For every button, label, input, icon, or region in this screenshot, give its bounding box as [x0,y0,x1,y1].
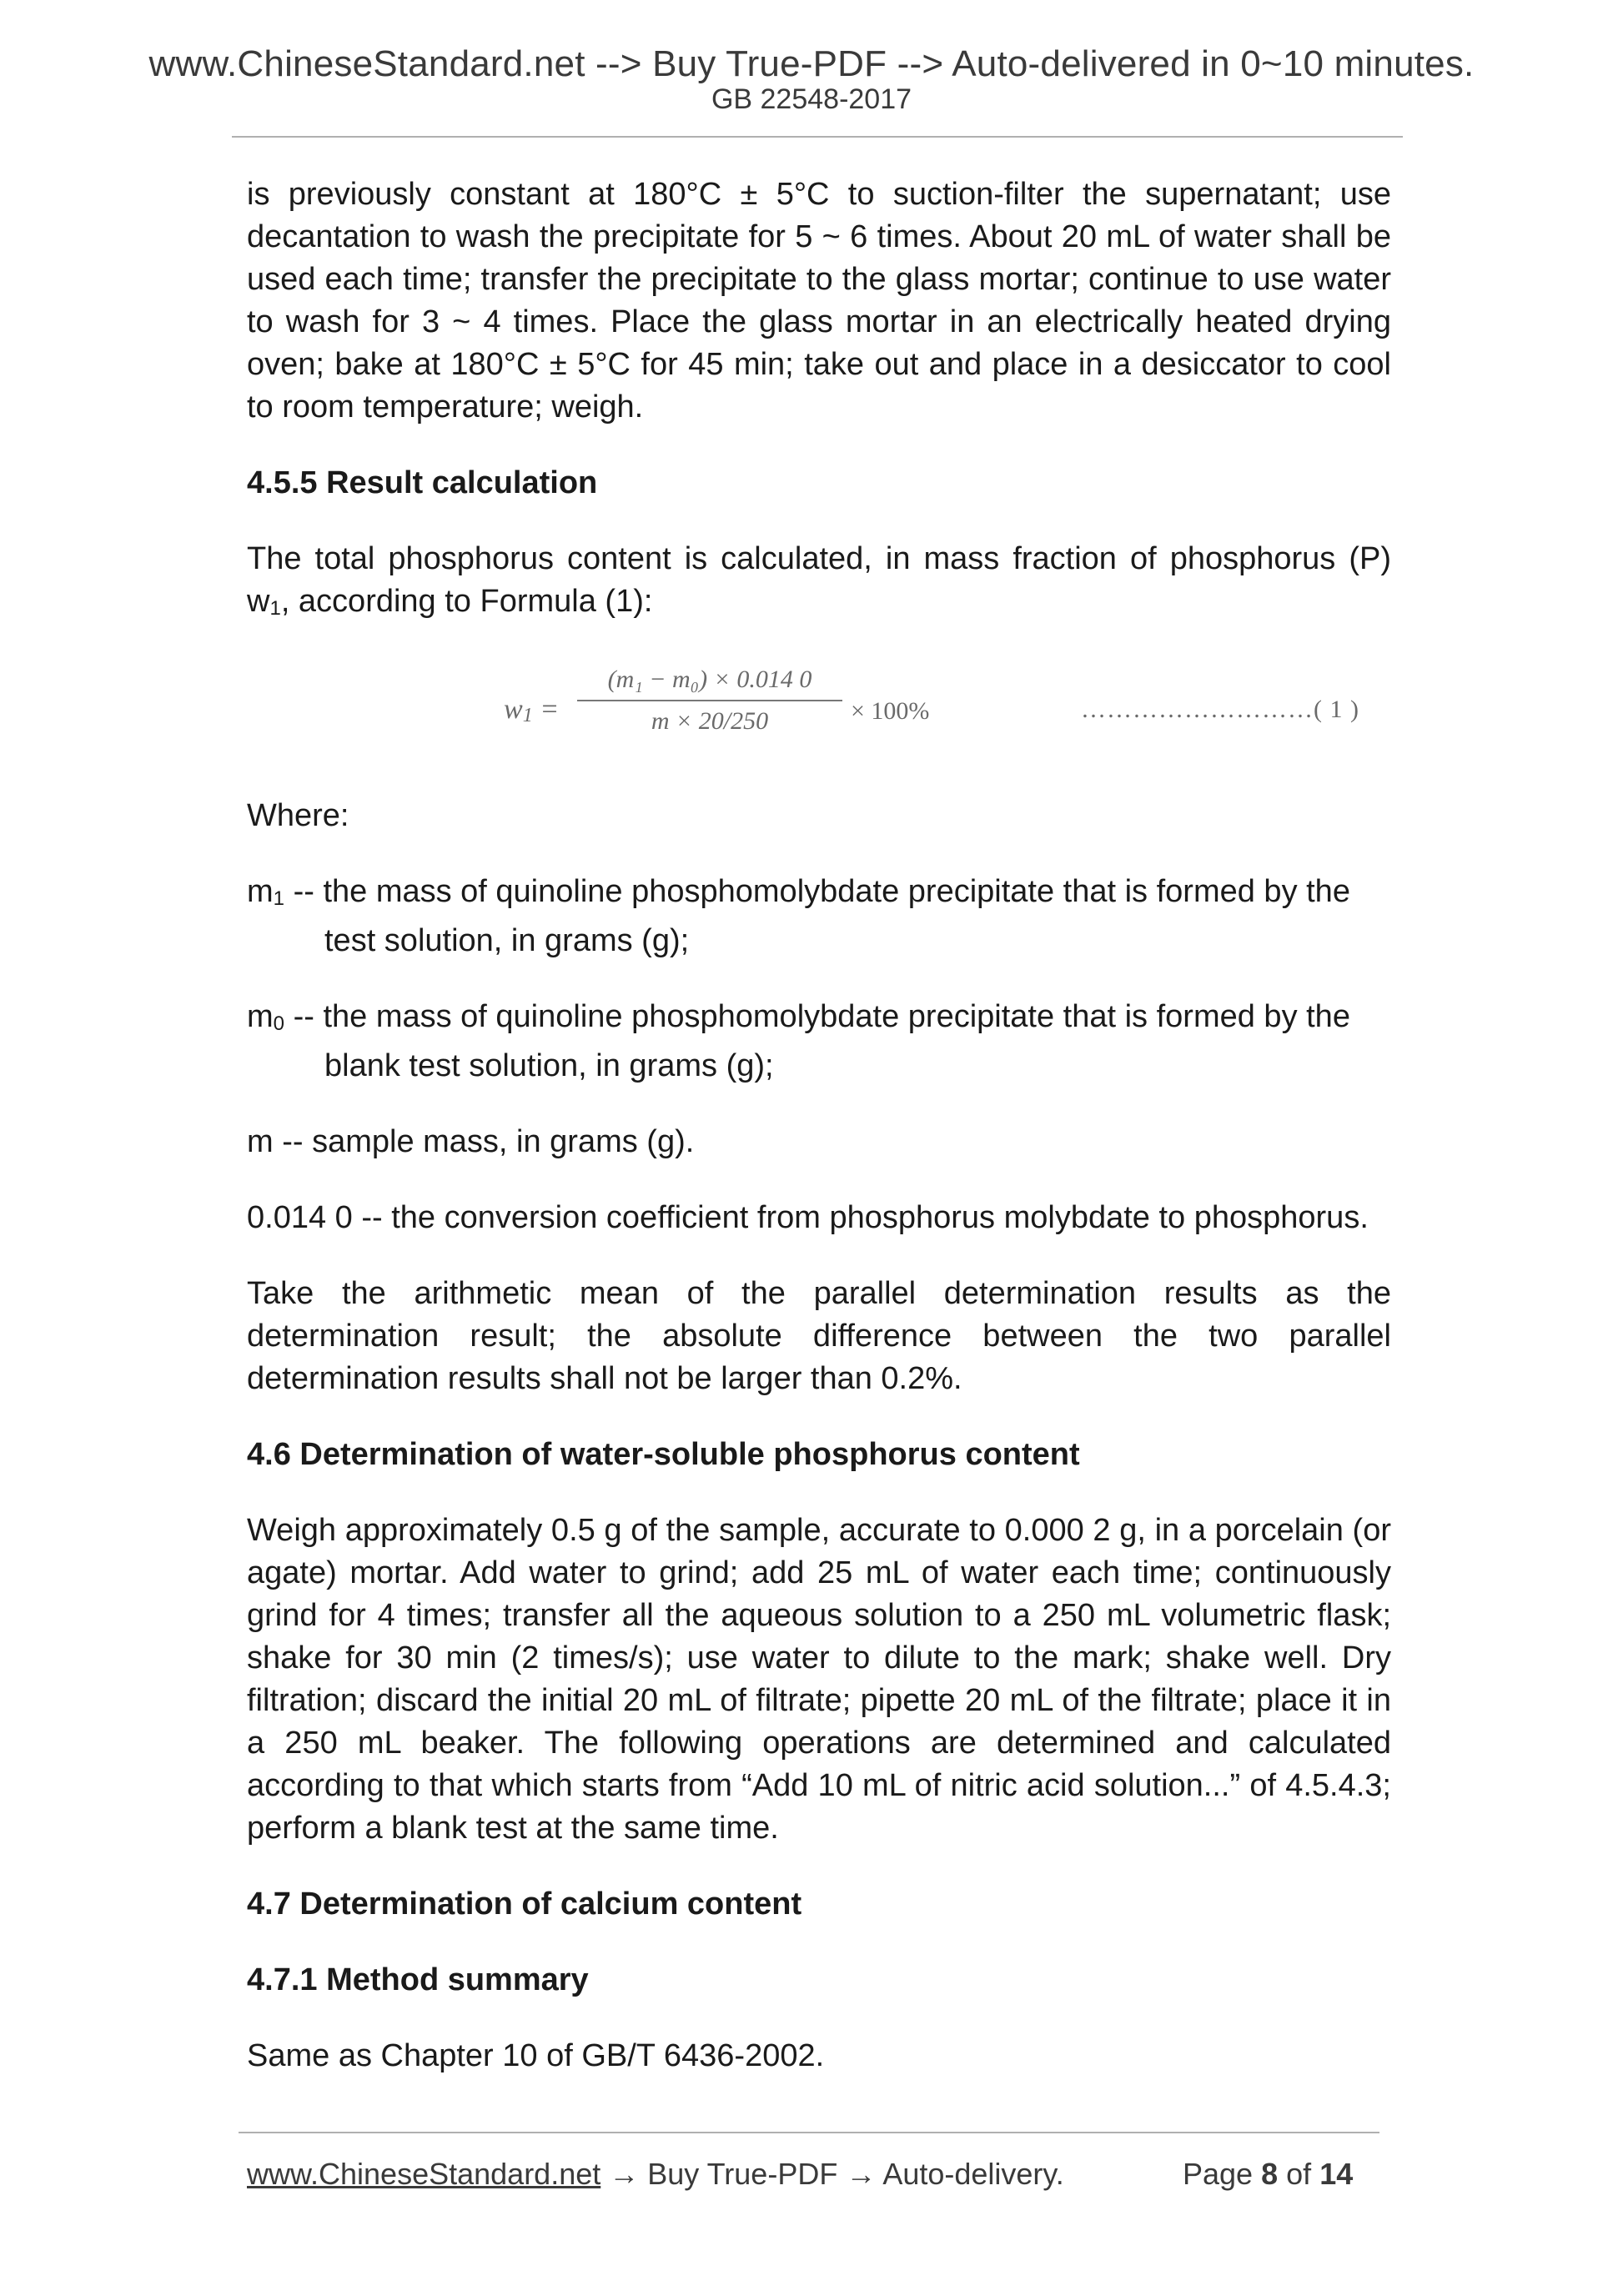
formula-fraction [577,663,842,738]
where-label: Where: [247,798,349,833]
calc-text-before: The total phosphorus content is calculated, in mass fraction of phosphorus (P) w [247,541,1391,619]
paragraph-intro: is previously constant at 180°C ± 5°C to suction-filter the supernatant; use decantation to wash the precipitate for 5 ~ 6 times. About 20 mL of water shall be used each time; transfer the precipitate to the glass mortar; continue to use water to wash for 3 ~ 4 times. Place the glass mortar in an electrically heated drying oven; bake at 180°C ± 5°C for 45 min; take out and place in a desiccator to cool to room temperature; weigh. [247,177,1391,425]
calc-text-after: , according to Formula (1): [280,584,653,619]
formula-1 [247,663,1391,743]
header-divider [232,136,1403,138]
paragraph-4-7-1: Same as Chapter 10 of GB/T 6436-2002. [247,2038,825,2073]
formula-multiplier: × 100% [851,697,930,725]
heading-4-6: 4.6 Determination of water-soluble phosphorus content [247,1437,1080,1472]
footer-promo-text: → Buy True-PDF → Auto-delivery. [600,2157,1064,2191]
header-banner: www.ChineseStandard.net --> Buy True-PDF --> Auto-delivered in 0~10 minutes. [148,43,1475,84]
paragraph-calculation [247,538,1391,630]
heading-4-7-1: 4.7.1 Method summary [247,1962,589,1997]
total-pages: 14 [1319,2157,1354,2191]
fraction-bar [577,700,842,701]
standard-number: GB 22548-2017 [711,83,912,115]
formula-denominator: m × 20/250 [651,707,769,735]
definition-m: m -- sample mass, in grams (g). [247,1124,695,1159]
definition-m0: m0 -- the mass of quinoline phosphomolybdate precipitate that is formed by the blank test solution, in grams (g); [247,999,1350,1083]
calc-subscript: 1 [269,597,281,620]
footer-site-link[interactable]: www.ChineseStandard.net [247,2157,601,2191]
formula-lhs: w1 = [504,694,560,726]
paragraph-mean: Take the arithmetic mean of the parallel determination results as the determination result; the absolute difference between the two parallel determination results shall not be larger than 0.2%. [247,1276,1391,1396]
equation-number: ………………………( 1 ) [1081,696,1359,723]
paragraph-4-6: Weigh approximately 0.5 g of the sample, accurate to 0.000 2 g, in a porcelain (or agate) mortar. Add water to grind; add 25 mL of water each time; continuously grind for 4 times; transfer all the aqueous solution to a 250 mL volumetric flask; shake for 30 min (2 times/s); use water to dilute to the mark; shake well. Dry filtration; discard the initial 20 mL of filtrate; pipette 20 mL of the filtrate; place it in a 250 mL beaker. The following operations are determined and calculated according to that which starts from “Add 10 mL of nitric acid solution...” of 4.5.4.3; perform a blank test at the same time. [247,1513,1391,1846]
formula-numerator: (m₁ − m₀) × 0.014 0 [607,666,812,693]
heading-4-5-5: 4.5.5 Result calculation [247,465,598,500]
document-body [247,173,1391,2111]
footer-promo [247,2157,1064,2192]
definition-m1: m1 -- the mass of quinoline phosphomolybdate precipitate that is formed by the test solution, in grams (g); [247,874,1350,958]
current-page: 8 [1261,2157,1279,2191]
definition-coefficient: 0.014 0 -- the conversion coefficient from phosphorus molybdate to phosphorus. [247,1200,1369,1235]
footer-divider [239,2132,1379,2133]
heading-4-7: 4.7 Determination of calcium content [247,1887,802,1922]
page-indicator: Page 8 of 14 [1183,2157,1354,2191]
